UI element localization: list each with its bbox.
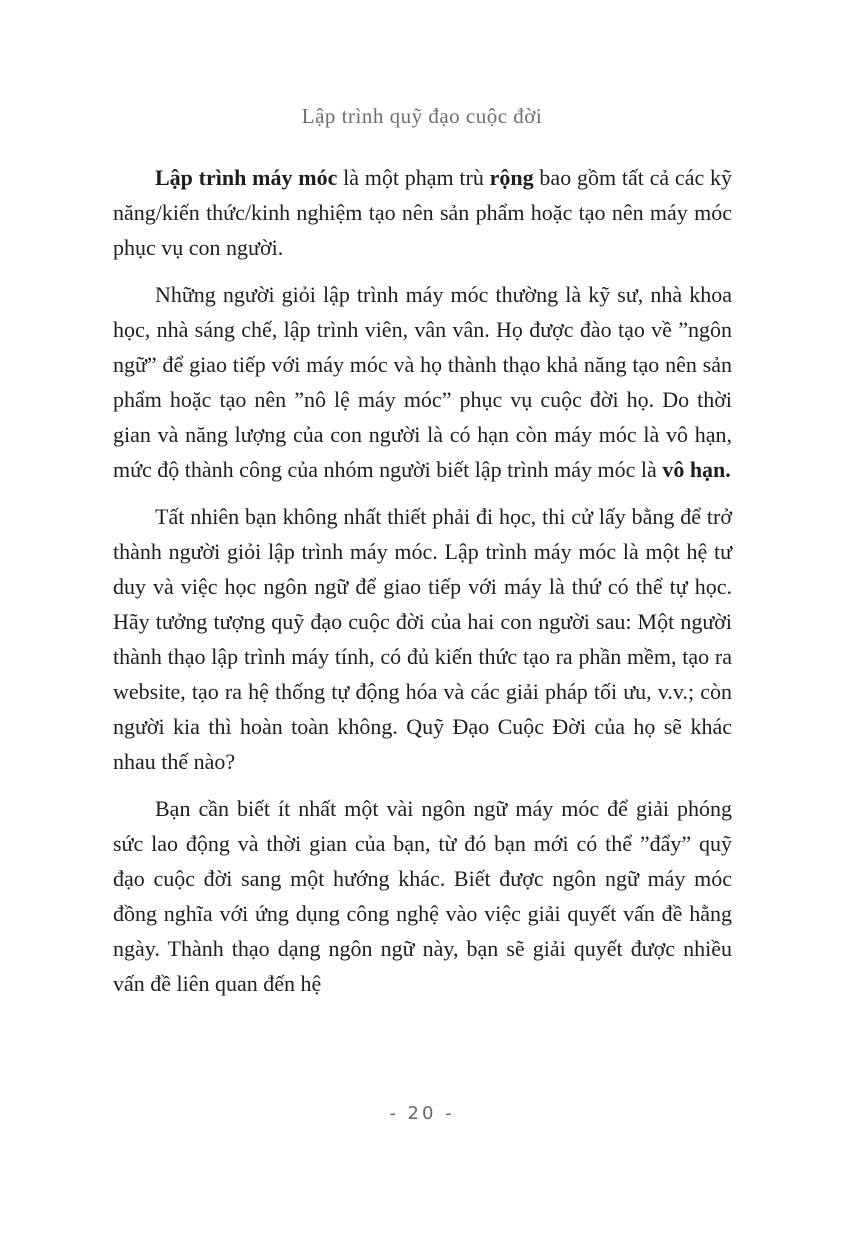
bold-text-run: rộng <box>489 165 534 190</box>
text-run: bao gồm tất cả các kỹ năng/kiến thức/kinh nghiệm tạo nên sản phẩm hoặc tạo nên máy móc phục vụ con người. <box>113 165 733 260</box>
page-number: - 20 - <box>389 1103 455 1124</box>
bold-text-run: Lập trình máy móc <box>155 165 338 190</box>
paragraph <box>113 791 732 1001</box>
paragraph <box>113 160 732 265</box>
page-body <box>113 160 732 1001</box>
running-header: Lập trình quỹ đạo cuộc đời <box>301 104 543 128</box>
text-run: Những người giỏi lập trình máy móc thường là kỹ sư, nhà khoa học, nhà sáng chế, lập trình viên, vân vân. Họ được đào tạo về ”ngôn ngữ” để giao tiếp với máy móc và họ thành thạo khả năng tạo nên sản phẩm hoặc tạo nên ”nô lệ máy móc” phục vụ cuộc đời họ. Do thời gian và năng lượng của con người là có hạn còn máy móc là vô hạn, mức độ thành công của nhóm người biết lập trình máy móc là <box>113 282 732 482</box>
text-run: Tất nhiên bạn không nhất thiết phải đi học, thi cử lấy bằng để trở thành người giỏi lập trình máy móc. Lập trình máy móc là một hệ tư duy và việc học ngôn ngữ để giao tiếp với máy là thứ có thể tự học. Hãy tưởng tượng quỹ đạo cuộc đời của hai con người sau: Một người thành thạo lập trình máy tính, có đủ kiến thức tạo ra phần mềm, tạo ra website, tạo ra hệ thống tự động hóa và các giải pháp tối ưu, v.v.; còn người kia thì hoàn toàn không. Quỹ Đạo Cuộc Đời của họ sẽ khác nhau thế nào? <box>113 504 732 774</box>
text-run: là một phạm trù <box>337 165 490 190</box>
text-run: Bạn cần biết ít nhất một vài ngôn ngữ máy móc để giải phóng sức lao động và thời gian của bạn, từ đó bạn mới có thể ”đẩy” quỹ đạo cuộc đời sang một hướng khác. Biết được ngôn ngữ máy móc đồng nghĩa với ứng dụng công nghệ vào việc giải quyết vấn đề hằng ngày. Thành thạo dạng ngôn ngữ này, bạn sẽ giải quyết được nhiều vấn đề liên quan đến hệ <box>113 796 732 996</box>
paragraph <box>113 499 732 779</box>
bold-text-run: vô hạn. <box>662 457 731 482</box>
paragraph <box>113 277 732 487</box>
